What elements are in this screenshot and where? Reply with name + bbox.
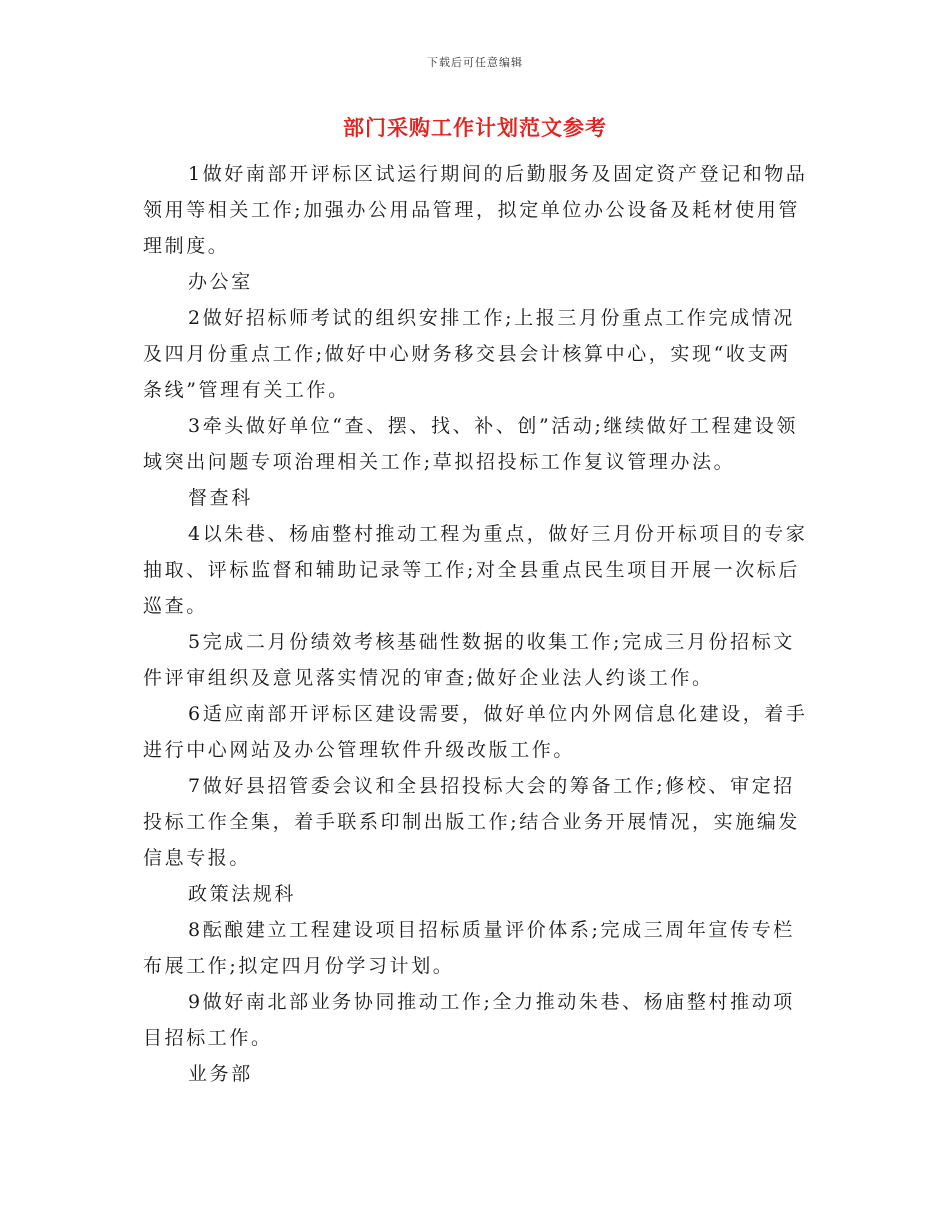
paragraph-2: 2做好招标师考试的组织安排工作;上报三月份重点工作完成情况及四月份重点工作;做好中心财务移交县会计核算中心，实现“收支两条线”管理有关工作。 [143,307,795,401]
header-note: 下载后可任意编辑 [427,56,523,69]
paragraph-7: 7做好县招管委会议和全县招投标大会的筹备工作;修校、审定招投标工作全集，着手联系印制出版工作;结合业务开展情况，实施编发信息专报。 [143,775,801,869]
paragraph-9: 9做好南北部业务协同推动工作;全力推动朱巷、杨庙整村推动项目招标工作。 [143,991,795,1049]
paragraph-8: 8酝酿建立工程建设项目招标质量评价体系;完成三周年宣传专栏布展工作;拟定四月份学习计划。 [143,919,795,977]
paragraph-1: 1做好南部开评标区试运行期间的后勤服务及固定资产登记和物品领用等相关工作;加强办公用品管理，拟定单位办公设备及耗材使用管理制度。 [143,163,808,257]
section-heading-office: 办公室 [188,271,253,293]
document-body [143,156,811,1092]
section-heading-inspection: 督查科 [188,487,253,509]
paragraph-3: 3牵头做好单位“查、摆、找、补、创”活动;继续做好工程建设领域突出问题专项治理相关工作;草拟招投标工作复议管理办法。 [143,415,798,473]
paragraph-6: 6适应南部开评标区建设需要，做好单位内外网信息化建设，着手进行中心网站及办公管理软件升级改版工作。 [143,703,808,761]
paragraph-4: 4以朱巷、杨庙整村推动工程为重点，做好三月份开标项目的专家抽取、评标监督和辅助记录等工作;对全县重点民生项目开展一次标后巡查。 [143,523,808,617]
section-heading-policy: 政策法规科 [188,883,297,905]
section-heading-business: 业务部 [188,1063,253,1085]
paragraph-5: 5完成二月份绩效考核基础性数据的收集工作;完成三月份招标文件评审组织及意见落实情况的审查;做好企业法人约谈工作。 [143,631,795,689]
document-title: 部门采购工作计划范文参考 [343,115,607,140]
